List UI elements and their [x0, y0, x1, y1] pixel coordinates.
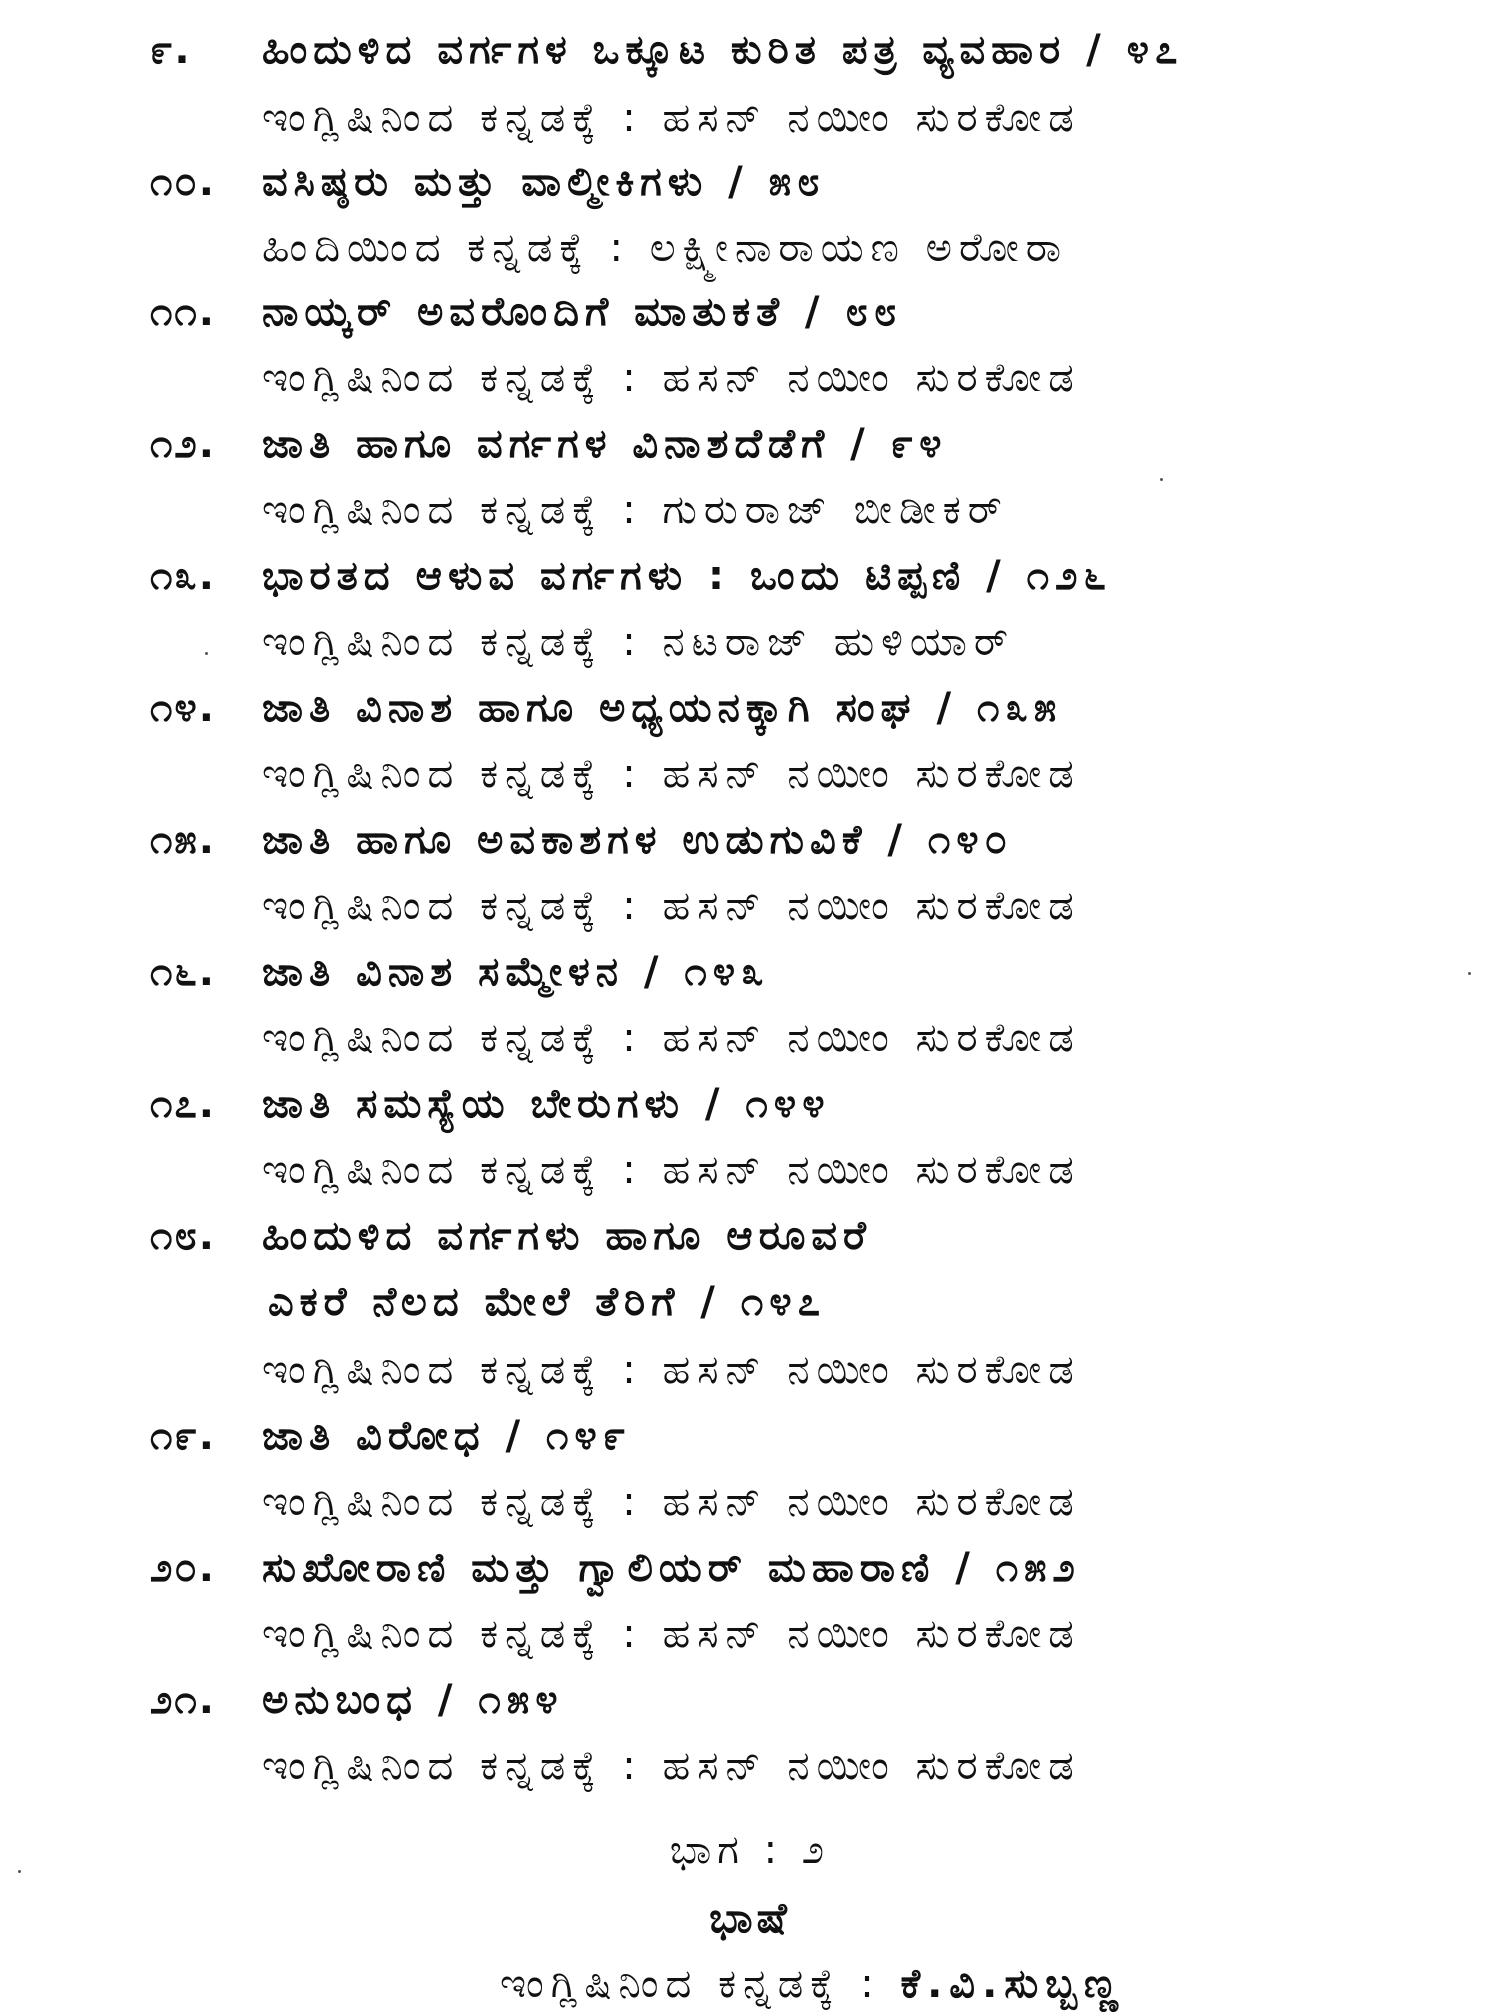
- entry-translator: ಇಂಗ್ಲಿಷಿನಿಂದ ಕನ್ನಡಕ್ಕೆ : ಹಸನ್ ನಯೀಂ ಸುರಕೋಡ: [262, 1743, 1081, 1789]
- part-translator-name: ಕೆ.ವಿ.ಸುಬ್ಬಣ್ಣ: [900, 1961, 1125, 2007]
- entry-title: ಹಿಂದುಳಿದ ವರ್ಗಗಳ ಒಕ್ಕೂಟ ಕುರಿತ ಪತ್ರ ವ್ಯವಹಾರ / ೪೭: [262, 27, 1184, 73]
- entry-translator: ಇಂಗ್ಲಿಷಿನಿಂದ ಕನ್ನಡಕ್ಕೆ : ಹಸನ್ ನಯೀಂ ಸುರಕೋಡ: [262, 95, 1081, 141]
- entry-title: ಹಿಂದುಳಿದ ವರ್ಗಗಳು ಹಾಗೂ ಆರೂವರೆ: [262, 1213, 872, 1259]
- entry-translator: ಇಂಗ್ಲಿಷಿನಿಂದ ಕನ್ನಡಕ್ಕೆ : ಹಸನ್ ನಯೀಂ ಸುರಕೋಡ: [262, 355, 1081, 401]
- entry-number: ೨೦.: [150, 1545, 216, 1591]
- entry-title: ಜಾತಿ ವಿನಾಶ ಹಾಗೂ ಅಧ್ಯಯನಕ್ಕಾಗಿ ಸಂಘ / ೧೩೫: [262, 685, 1063, 731]
- part-title: ಭಾಷೆ: [709, 1893, 791, 1942]
- entry-title: ನಾಯ್ಕರ್ ಅವರೊಂದಿಗೆ ಮಾತುಕತೆ / ೮೮: [262, 289, 903, 335]
- paper-speck: [18, 1870, 21, 1873]
- entry-title: ಜಾತಿ ಹಾಗೂ ವರ್ಗಗಳ ವಿನಾಶದೆಡೆಗೆ / ೯೪: [262, 421, 948, 467]
- entry-translator: ಇಂಗ್ಲಿಷಿನಿಂದ ಕನ್ನಡಕ್ಕೆ : ಹಸನ್ ನಯೀಂ ಸುರಕೋಡ: [262, 1015, 1081, 1061]
- entry-translator: ಇಂಗ್ಲಿಷಿನಿಂದ ಕನ್ನಡಕ್ಕೆ : ಹಸನ್ ನಯೀಂ ಸುರಕೋಡ: [262, 751, 1081, 797]
- part-translator: [500, 1956, 1125, 2012]
- entry-title: ಭಾರತದ ಆಳುವ ವರ್ಗಗಳು : ಒಂದು ಟಿಪ್ಪಣಿ / ೧೨೬: [262, 553, 1112, 599]
- entry-title: ಸುಖೋರಾಣಿ ಮತ್ತು ಗ್ವಾಲಿಯರ್ ಮಹಾರಾಣಿ / ೧೫೨: [262, 1545, 1081, 1591]
- entry-translator: ಇಂಗ್ಲಿಷಿನಿಂದ ಕನ್ನಡಕ್ಕೆ : ಹಸನ್ ನಯೀಂ ಸುರಕೋಡ: [262, 1147, 1081, 1193]
- entry-translator: ಇಂಗ್ಲಿಷಿನಿಂದ ಕನ್ನಡಕ್ಕೆ : ನಟರಾಜ್ ಹುಳಿಯಾರ್: [262, 619, 1016, 665]
- entry-title: ಜಾತಿ ವಿರೋಧ / ೧೪೯: [262, 1413, 632, 1459]
- entry-translator: ಇಂಗ್ಲಿಷಿನಿಂದ ಕನ್ನಡಕ್ಕೆ : ಹಸನ್ ನಯೀಂ ಸುರಕೋಡ: [262, 1347, 1081, 1393]
- entry-number: ೯.: [150, 27, 192, 73]
- entry-number: ೧೭.: [150, 1081, 216, 1127]
- entry-title-continuation: ಎಕರೆ ನೆಲದ ಮೇಲೆ ತೆರಿಗೆ / ೧೪೭: [268, 1279, 827, 1325]
- entry-title: ಜಾತಿ ಸಮಸ್ಯೆಯ ಬೇರುಗಳು / ೧೪೪: [262, 1081, 831, 1127]
- entry-number: ೧೯.: [150, 1413, 216, 1459]
- entry-number: ೨೧.: [150, 1677, 216, 1723]
- entry-number: ೧೮.: [150, 1213, 216, 1259]
- paper-speck: [205, 652, 208, 655]
- entry-translator: ಇಂಗ್ಲಿಷಿನಿಂದ ಕನ್ನಡಕ್ಕೆ : ಹಸನ್ ನಯೀಂ ಸುರಕೋಡ: [262, 1611, 1081, 1657]
- entry-title: ಜಾತಿ ವಿನಾಶ ಸಮ್ಮೇಳನ / ೧೪೩: [262, 949, 770, 995]
- entry-translator: ಇಂಗ್ಲಿಷಿನಿಂದ ಕನ್ನಡಕ್ಕೆ : ಹಸನ್ ನಯೀಂ ಸುರಕೋಡ: [262, 883, 1081, 929]
- entry-number: ೧೪.: [150, 685, 216, 731]
- entry-number: ೧೨.: [150, 421, 216, 467]
- entry-number: ೧೩.: [150, 553, 216, 599]
- part-label: ಭಾಗ : ೨: [669, 1827, 831, 1873]
- paper-speck: [1468, 972, 1471, 975]
- entry-number: ೧೬.: [150, 949, 216, 995]
- entry-translator: ಇಂಗ್ಲಿಷಿನಿಂದ ಕನ್ನಡಕ್ಕೆ : ಗುರುರಾಜ್ ಬೀಡೀಕರ್: [262, 487, 1009, 533]
- entry-number: ೧೧.: [150, 289, 216, 335]
- entry-title: ಜಾತಿ ಹಾಗೂ ಅವಕಾಶಗಳ ಉಡುಗುವಿಕೆ / ೧೪೦: [262, 817, 1014, 863]
- entry-title: ವಸಿಷ್ಠರು ಮತ್ತು ವಾಲ್ಮೀಕಿಗಳು / ೫೮: [262, 159, 826, 205]
- part-translator-prefix: ಇಂಗ್ಲಿಷಿನಿಂದ ಕನ್ನಡಕ್ಕೆ :: [500, 1961, 901, 2007]
- entry-translator: ಇಂಗ್ಲಿಷಿನಿಂದ ಕನ್ನಡಕ್ಕೆ : ಹಸನ್ ನಯೀಂ ಸುರಕೋಡ: [262, 1479, 1081, 1525]
- entry-translator: ಹಿಂದಿಯಿಂದ ಕನ್ನಡಕ್ಕೆ : ಲಕ್ಷ್ಮೀನಾರಾಯಣ ಅರೋರಾ: [262, 225, 1069, 271]
- paper-speck: [1160, 478, 1163, 481]
- entry-title: ಅನುಬಂಧ / ೧೫೪: [262, 1677, 564, 1723]
- entry-number: ೧೫.: [150, 817, 216, 863]
- entry-number: ೧೦.: [150, 159, 216, 205]
